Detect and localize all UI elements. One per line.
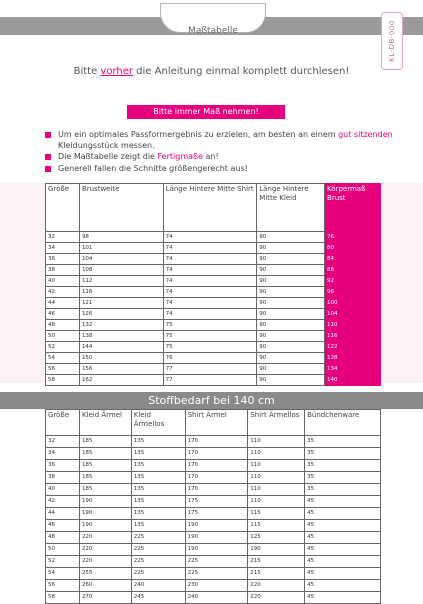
size-table-cell: 75 [163, 342, 257, 353]
size-table-cell: 90 [257, 320, 325, 331]
fabric-table-cell: 190 [79, 496, 131, 508]
fabric-table-cell: 240 [185, 592, 248, 604]
size-table-header [46, 184, 381, 232]
fabric-table-cell: 135 [131, 484, 185, 496]
size-table-cell: 90 [257, 342, 325, 353]
fabric-table-cell: 115 [248, 520, 305, 532]
fabric-section-title: Stoffbedarf bei 140 cm [0, 392, 423, 409]
fabric-table-header-cell: Kleid Ärmel [79, 410, 131, 436]
pink-square-icon [45, 166, 51, 172]
size-table-cell: 100 [325, 298, 381, 309]
fabric-table-cell: 58 [46, 592, 80, 604]
fabric-table-header [46, 410, 381, 436]
fabric-table-cell: 125 [248, 532, 305, 544]
fabric-table-cell: 42 [46, 496, 80, 508]
fabric-table-cell: 48 [46, 532, 80, 544]
size-table-cell: 74 [163, 276, 257, 287]
table-row [46, 375, 381, 386]
size-table-cell: 77 [163, 364, 257, 375]
size-table-cell: 90 [257, 243, 325, 254]
table-row [46, 364, 381, 375]
side-label-box [381, 12, 403, 70]
size-table-cell: 104 [79, 254, 163, 265]
fabric-table-cell: 260 [79, 580, 131, 592]
header-bar [0, 17, 423, 35]
pink-square-icon [45, 154, 51, 160]
fabric-table-cell: 50 [46, 544, 80, 556]
instruction-highlight: vorher [100, 66, 133, 77]
size-table-cell: 32 [46, 232, 80, 243]
size-table-cell: 36 [46, 254, 80, 265]
table-row [46, 287, 381, 298]
fabric-table-cell: 35 [305, 436, 381, 448]
fabric-table-cell: 35 [305, 472, 381, 484]
bullet-list [45, 130, 395, 175]
fabric-table-cell: 225 [131, 544, 185, 556]
bullet-text: Kleidungsstück messen. [58, 140, 155, 150]
table-row [46, 484, 381, 496]
size-table-cell: 101 [79, 243, 163, 254]
table-row [46, 342, 381, 353]
fabric-table-cell: 255 [79, 568, 131, 580]
table-row [46, 276, 381, 287]
table-row [46, 532, 381, 544]
fabric-table-cell: 185 [79, 436, 131, 448]
size-table-cell: 98 [79, 232, 163, 243]
instruction-text-after: die Anleitung einmal komplett durchlesen! [133, 66, 350, 77]
size-table-cell: 75 [163, 331, 257, 342]
fabric-table-cell: 56 [46, 580, 80, 592]
table-row [46, 508, 381, 520]
size-table-cell: 122 [325, 342, 381, 353]
fabric-table-cell: 110 [248, 436, 305, 448]
fabric-table [45, 409, 381, 604]
fabric-table-cell: 135 [131, 496, 185, 508]
fabric-table-cell: 115 [248, 508, 305, 520]
fabric-table-cell: 135 [131, 460, 185, 472]
fabric-table-cell: 170 [185, 436, 248, 448]
fabric-table-cell: 110 [248, 448, 305, 460]
size-table-cell: 116 [79, 287, 163, 298]
table-row [46, 232, 381, 243]
fabric-table-cell: 135 [131, 436, 185, 448]
size-table-cell: 52 [46, 342, 80, 353]
size-table-cell: 48 [46, 320, 80, 331]
size-table-cell: 90 [257, 298, 325, 309]
table-row [46, 448, 381, 460]
fabric-table-cell: 220 [79, 556, 131, 568]
fabric-table-cell: 245 [131, 592, 185, 604]
fabric-table-header-cell: Kleid Ärmellos [131, 410, 185, 436]
fabric-table-cell: 45 [305, 556, 381, 568]
fabric-table-cell: 35 [305, 460, 381, 472]
fabric-table-header-cell: Größe [46, 410, 80, 436]
size-table-cell: 74 [163, 243, 257, 254]
fabric-table-cell: 175 [185, 508, 248, 520]
table-row [46, 243, 381, 254]
pink-square-icon [45, 132, 51, 138]
table-row [46, 265, 381, 276]
size-table-cell: 150 [79, 353, 163, 364]
size-table-cell: 38 [46, 265, 80, 276]
fabric-table-cell: 110 [248, 484, 305, 496]
size-table-cell: 156 [79, 364, 163, 375]
fabric-table-header-cell: Shirt Ärmel [185, 410, 248, 436]
bullet-text: Generell fallen die Schnitte größengerecht aus! [58, 163, 248, 173]
size-table-cell: 121 [79, 298, 163, 309]
table-row [46, 580, 381, 592]
table-row [46, 320, 381, 331]
fabric-table-cell: 45 [305, 508, 381, 520]
table-row [46, 496, 381, 508]
size-table-cell: 90 [257, 309, 325, 320]
size-table-cell: 144 [79, 342, 163, 353]
size-table-cell: 74 [163, 254, 257, 265]
size-table-cell: 50 [46, 331, 80, 342]
size-table-cell: 110 [325, 320, 381, 331]
table-row [46, 254, 381, 265]
fabric-table-cell: 190 [185, 520, 248, 532]
fabric-table-cell: 185 [79, 448, 131, 460]
table-row [46, 544, 381, 556]
fabric-table-cell: 190 [185, 544, 248, 556]
table-row [46, 556, 381, 568]
fabric-table-cell: 270 [79, 592, 131, 604]
fabric-table-cell: 225 [131, 532, 185, 544]
fabric-table-cell: 170 [185, 448, 248, 460]
page-title: Maßtabelle [188, 26, 238, 36]
fabric-table-cell: 190 [79, 520, 131, 532]
fabric-table-cell: 170 [185, 460, 248, 472]
size-table-cell: 76 [163, 353, 257, 364]
size-table-cell: 88 [325, 265, 381, 276]
size-table [45, 183, 381, 386]
fabric-table-cell: 32 [46, 436, 80, 448]
size-table-cell: 90 [257, 265, 325, 276]
size-table-cell: 74 [163, 265, 257, 276]
page-title-tab [160, 3, 266, 36]
size-table-header-cell: Länge Hintere Mitte Kleid [257, 184, 325, 232]
fabric-table-cell: 110 [248, 460, 305, 472]
fabric-table-cell: 240 [131, 580, 185, 592]
fabric-table-cell: 135 [131, 520, 185, 532]
fabric-table-cell: 44 [46, 508, 80, 520]
size-table-cell: 90 [257, 353, 325, 364]
table-row [46, 568, 381, 580]
instruction-line [0, 66, 423, 77]
table-row [46, 520, 381, 532]
fabric-table-cell: 110 [248, 472, 305, 484]
fabric-table-header-cell: Shirt Ärmellos [248, 410, 305, 436]
fabric-table-cell: 35 [305, 448, 381, 460]
size-table-cell: 34 [46, 243, 80, 254]
size-table-cell: 54 [46, 353, 80, 364]
size-table-cell: 132 [79, 320, 163, 331]
size-table-cell: 74 [163, 309, 257, 320]
size-table-cell: 116 [325, 331, 381, 342]
fabric-table-cell: 175 [185, 496, 248, 508]
size-table-cell: 90 [257, 364, 325, 375]
table-row [46, 309, 381, 320]
fabric-table-cell: 110 [248, 496, 305, 508]
size-table-cell: 90 [257, 276, 325, 287]
bullet-text: Um ein optimales Passformergebnis zu erzielen, am besten an einem [58, 130, 339, 139]
bullet-highlight: Fertigmaße [157, 152, 203, 161]
fabric-table-cell: 45 [305, 568, 381, 580]
fabric-table-cell: 36 [46, 460, 80, 472]
fabric-table-cell: 220 [79, 532, 131, 544]
bullet-item [45, 152, 395, 163]
fabric-table-cell: 170 [185, 484, 248, 496]
size-table-cell: 134 [325, 364, 381, 375]
fabric-table-cell: 215 [248, 556, 305, 568]
table-row [46, 353, 381, 364]
fabric-table-cell: 45 [305, 532, 381, 544]
bullet-text: an! [202, 152, 219, 161]
fabric-table-cell: 215 [248, 568, 305, 580]
fabric-table-cell: 220 [248, 580, 305, 592]
fabric-table-cell: 45 [305, 580, 381, 592]
fabric-table-cell: 225 [131, 556, 185, 568]
size-table-cell: 90 [257, 375, 325, 386]
fabric-table-cell: 38 [46, 472, 80, 484]
table-row [46, 472, 381, 484]
size-table-cell: 108 [79, 265, 163, 276]
size-table-cell: 84 [325, 254, 381, 265]
fabric-table-cell: 190 [185, 532, 248, 544]
fabric-table-cell: 170 [185, 472, 248, 484]
size-table-header-cell: Brustweite [79, 184, 163, 232]
size-table-cell: 74 [163, 298, 257, 309]
size-table-cell: 40 [46, 276, 80, 287]
fabric-table-cell: 54 [46, 568, 80, 580]
size-table-cell: 138 [79, 331, 163, 342]
size-table-cell: 76 [325, 232, 381, 243]
size-table-cell: 104 [325, 309, 381, 320]
table-row [46, 436, 381, 448]
fabric-table-cell: 190 [79, 508, 131, 520]
size-table-cell: 162 [79, 375, 163, 386]
size-table-cell: 96 [325, 287, 381, 298]
fabric-table-cell: 45 [305, 592, 381, 604]
fabric-table-cell: 185 [79, 484, 131, 496]
size-table-cell: 46 [46, 309, 80, 320]
size-table-cell: 90 [257, 254, 325, 265]
size-table-cell: 77 [163, 375, 257, 386]
size-table-cell: 128 [325, 353, 381, 364]
fabric-table-cell: 225 [131, 568, 185, 580]
size-table-cell: 42 [46, 287, 80, 298]
table-row [46, 298, 381, 309]
fabric-table-cell: 52 [46, 556, 80, 568]
size-table-cell: 80 [325, 243, 381, 254]
fabric-table-cell: 220 [79, 544, 131, 556]
size-table-cell: 140 [325, 375, 381, 386]
fabric-table-cell: 40 [46, 484, 80, 496]
table-row [46, 331, 381, 342]
size-table-cell: 75 [163, 320, 257, 331]
fabric-table-cell: 45 [305, 496, 381, 508]
table-row [46, 460, 381, 472]
size-table-cell: 90 [257, 232, 325, 243]
size-table-cell: 44 [46, 298, 80, 309]
fabric-table-cell: 135 [131, 472, 185, 484]
fabric-table-cell: 225 [185, 568, 248, 580]
measure-banner: Bitte immer Maß nehmen! [127, 105, 285, 119]
size-table-cell: 58 [46, 375, 80, 386]
size-table-cell: 90 [257, 287, 325, 298]
size-table-cell: 126 [79, 309, 163, 320]
size-table-cell: 90 [257, 331, 325, 342]
bullet-item [45, 164, 395, 175]
bullet-highlight: gut sitzenden [338, 130, 393, 139]
size-table-cell: 56 [46, 364, 80, 375]
size-table-header-cell: Körpermaß Brust [325, 184, 381, 232]
bullet-item [45, 130, 395, 151]
fabric-table-cell: 34 [46, 448, 80, 460]
fabric-table-cell: 46 [46, 520, 80, 532]
fabric-table-cell: 45 [305, 544, 381, 556]
fabric-table-header-cell: Bündchenware [305, 410, 381, 436]
size-table-cell: 112 [79, 276, 163, 287]
fabric-table-cell: 185 [79, 460, 131, 472]
fabric-table-cell: 35 [305, 484, 381, 496]
fabric-table-cell: 45 [305, 520, 381, 532]
bullet-text: Die Maßtabelle zeigt die [58, 152, 158, 161]
size-table-header-cell: Größe [46, 184, 80, 232]
fabric-table-cell: 190 [248, 544, 305, 556]
instruction-text-before: Bitte [73, 66, 101, 77]
fabric-table-cell: 225 [185, 556, 248, 568]
table-row [46, 592, 381, 604]
size-table-cell: 92 [325, 276, 381, 287]
size-table-cell: 74 [163, 287, 257, 298]
side-label: KL-DB-000 [388, 20, 396, 62]
fabric-table-cell: 185 [79, 472, 131, 484]
fabric-table-cell: 220 [248, 592, 305, 604]
fabric-table-cell: 230 [185, 580, 248, 592]
fabric-table-cell: 135 [131, 448, 185, 460]
size-table-header-cell: Länge Hintere Mitte Shirt [163, 184, 257, 232]
size-table-cell: 74 [163, 232, 257, 243]
fabric-table-cell: 135 [131, 508, 185, 520]
